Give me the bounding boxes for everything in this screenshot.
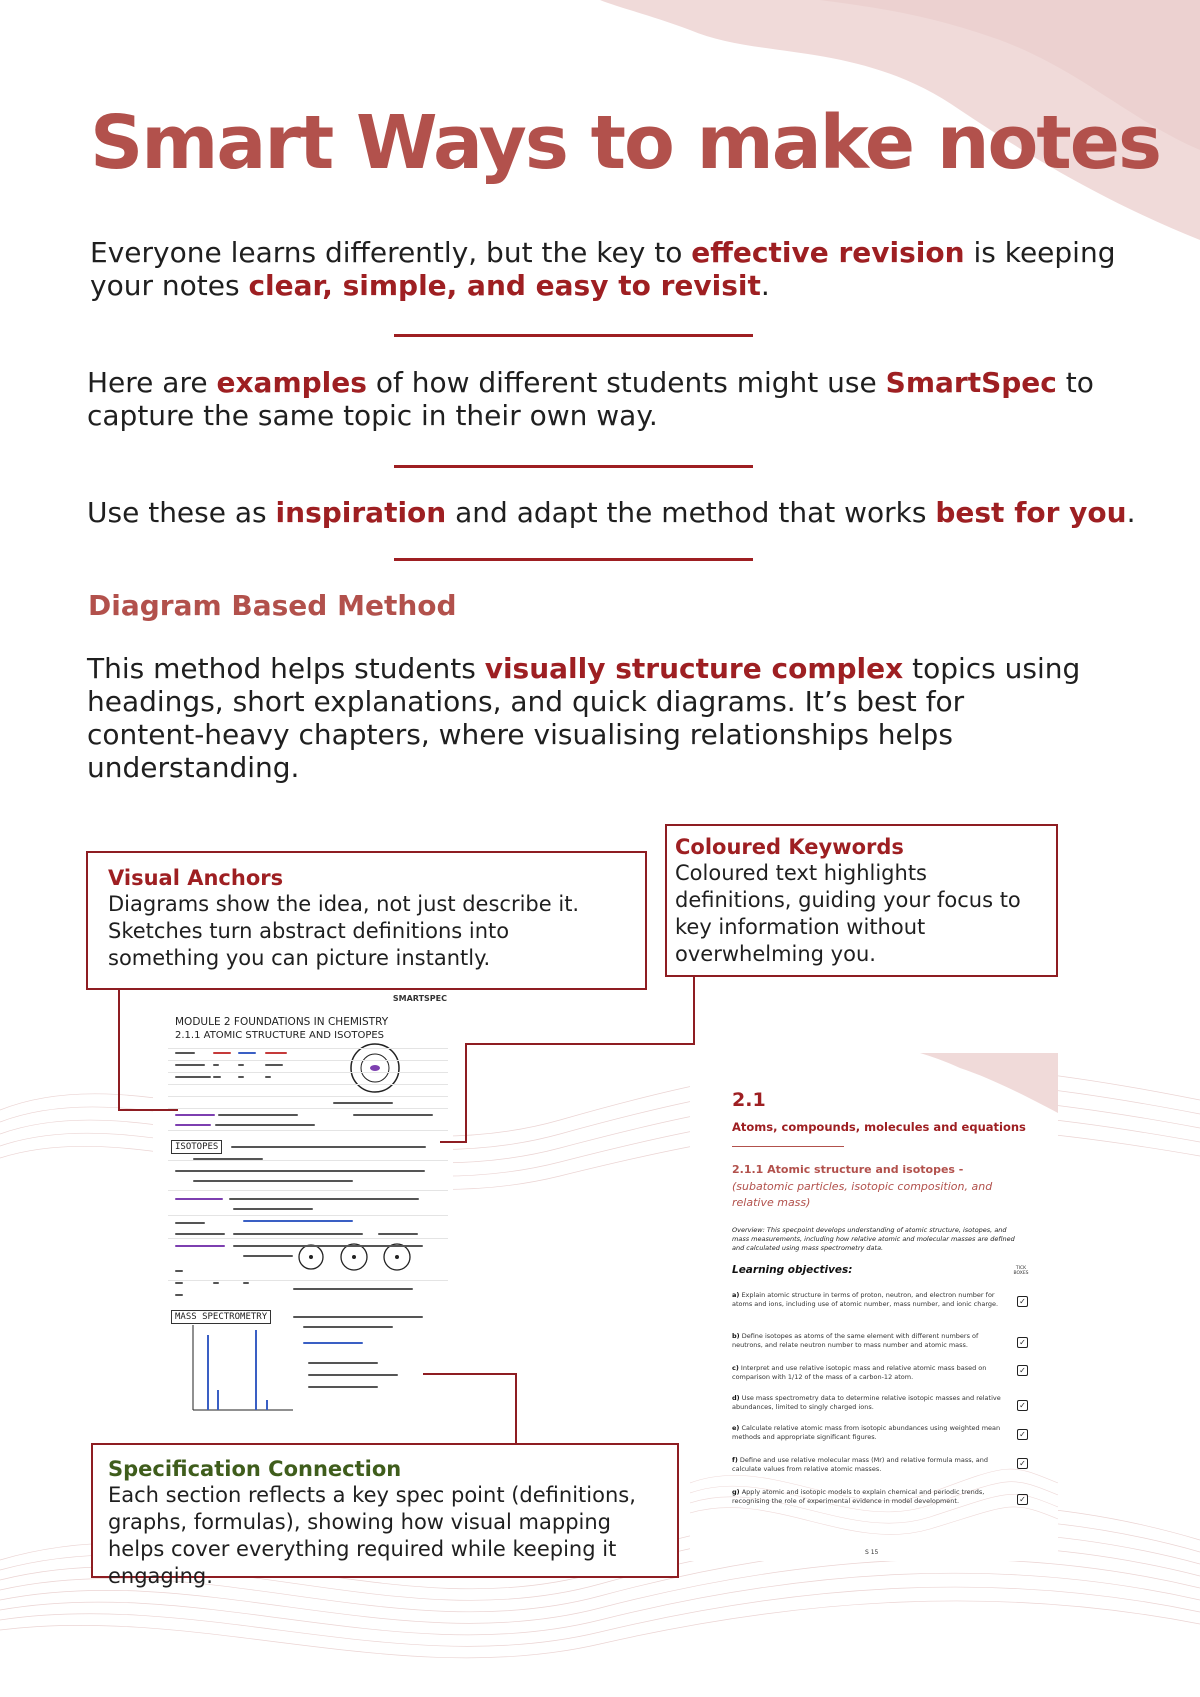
spec-objective-letter: a) [732, 1291, 740, 1299]
spec-subtitle: Atoms, compounds, molecules and equations [732, 1120, 1026, 1134]
callout-visual-anchors-body: Diagrams show the idea, not just describe it. Sketches turn abstract definitions into something you can picture instantly. [108, 892, 580, 970]
callout-specification-connection-body: Each section reflects a key spec point (definitions, graphs, formulas), showing how visual mapping helps cover everything required while keeping it engaging. [108, 1483, 636, 1588]
spec-tick-label: TICK BOXES [1013, 1266, 1029, 1276]
inspiration-highlight-2: best for you [935, 496, 1127, 529]
callout-coloured-keywords-body: Coloured text highlights definitions, guiding your focus to key information without overwhelming you. [675, 861, 1021, 966]
divider-3 [394, 558, 753, 561]
checkbox-tick-icon[interactable]: ✓ [1017, 1337, 1028, 1348]
connector-keywords-v1 [693, 977, 695, 1045]
connector-keywords-h2 [440, 1141, 467, 1143]
page-title: Smart Ways to make notes [90, 100, 1160, 186]
checkbox-tick-icon[interactable]: ✓ [1017, 1429, 1028, 1440]
spec-objective [732, 1332, 1008, 1349]
spec-page-footer: S 15 [865, 1549, 879, 1556]
checkbox-tick-icon[interactable]: ✓ [1017, 1296, 1028, 1307]
spec-objective-text: Calculate relative atomic mass from isotopic abundances using weighted mean methods and appropriate significant figures. [732, 1424, 1001, 1441]
notes-heading-topic: 2.1.1 ATOMIC STRUCTURE AND ISOTOPES [175, 1030, 385, 1041]
connector-keywords-h [465, 1043, 695, 1045]
spec-objective-letter: b) [732, 1332, 740, 1340]
method-highlight-1: visually structure complex [484, 652, 904, 685]
spec-objective [732, 1488, 1008, 1505]
intro-highlight-1: effective revision [691, 236, 965, 269]
spec-overview: Overview: This specpoint develops understanding of atomic structure, isotopes, and mass measurements, including how relative atomic and molecular masses are defined and calculated using mass spectrometry data. [732, 1226, 1015, 1252]
spec-section-italic: (subatomic particles, isotopic composition, and relative mass) [732, 1180, 993, 1209]
intro-paragraph [90, 236, 1120, 302]
spec-objective [732, 1394, 1008, 1411]
method-heading: Diagram Based Method [88, 589, 457, 622]
spec-divider [732, 1146, 844, 1147]
method-text-2: topics using headings, short explanations, and quick diagrams. It’s best for content-heavy chapters, where visualising relationships helps understanding. [87, 652, 1081, 784]
examples-text-3: to capture the same topic in their own way. [87, 366, 1094, 432]
inspiration-text-2: and adapt the method that works [446, 496, 936, 529]
divider-1 [394, 334, 753, 337]
specification-page-sample [690, 1053, 1058, 1561]
notes-brand: SMARTSPEC [392, 994, 447, 1003]
intro-text-2: is keeping your notes [90, 236, 1116, 302]
examples-text-2: of how different students might use [366, 366, 886, 399]
callout-specification-connection-title: Specification Connection [108, 1457, 402, 1481]
spec-objective-text: Apply atomic and isotopic models to explain chemical and periodic trends, recognising the role of experimental evidence in model development. [732, 1488, 985, 1505]
intro-text-1: Everyone learns differently, but the key to [90, 236, 692, 269]
spec-objective-text: Use mass spectrometry data to determine relative isotopic masses and relative abundances, limited to singly charged ions. [732, 1394, 1001, 1411]
method-text-1: This method helps students [87, 652, 485, 685]
connector-spec-v [515, 1373, 517, 1443]
callout-coloured-keywords [665, 824, 1058, 977]
callout-visual-anchors-title: Visual Anchors [108, 866, 284, 890]
spec-objective-letter: d) [732, 1394, 740, 1402]
callout-visual-anchors [86, 851, 647, 990]
intro-highlight-2: clear, simple, and easy to revisit [248, 269, 761, 302]
spec-objective-text: Explain atomic structure in terms of proton, neutron, and electron number for atoms and ions, including use of atomic number, mass number, and ionic charge. [732, 1291, 999, 1308]
inspiration-text-1: Use these as [87, 496, 276, 529]
connector-spec-h [423, 1373, 517, 1375]
method-description [87, 652, 1087, 784]
checkbox-tick-icon[interactable]: ✓ [1017, 1458, 1028, 1469]
intro-text-3: . [760, 269, 770, 302]
divider-2 [394, 465, 753, 468]
inspiration-text-3: . [1126, 496, 1136, 529]
examples-highlight-1: examples [216, 366, 367, 399]
examples-highlight-2: SmartSpec [885, 366, 1057, 399]
connector-visual-anchors-v [118, 988, 120, 1110]
spec-objective-letter: g) [732, 1488, 740, 1496]
checkbox-tick-icon[interactable]: ✓ [1017, 1400, 1028, 1411]
checkbox-tick-icon[interactable]: ✓ [1017, 1494, 1028, 1505]
spec-objective-text: Define and use relative molecular mass (Mr) and relative formula mass, and calculate values from relative atomic masses. [732, 1456, 988, 1473]
examples-text-1: Here are [87, 366, 217, 399]
notes-mass-spec-label: MASS SPECTROMETRY [171, 1310, 271, 1324]
notes-isotopes-label: ISOTOPES [171, 1140, 222, 1154]
notes-heading-module: MODULE 2 FOUNDATIONS IN CHEMISTRY [175, 1016, 389, 1028]
callout-specification-connection [91, 1443, 679, 1588]
spec-objective-letter: e) [732, 1424, 740, 1432]
spec-objective [732, 1291, 1008, 1308]
spec-objective-letter: f) [732, 1456, 738, 1464]
spec-objectives-heading: Learning objectives: [732, 1264, 853, 1276]
inspiration-paragraph [87, 496, 1167, 529]
notes-sketches [153, 990, 453, 1430]
spec-objective [732, 1456, 1008, 1473]
connector-visual-anchors-h [118, 1109, 178, 1111]
spec-objective-letter: c) [732, 1364, 739, 1372]
spec-objective [732, 1424, 1008, 1441]
spec-objective [732, 1364, 1008, 1381]
spec-objective-text: Define isotopes as atoms of the same element with different numbers of neutrons, and relate neutron number to mass number and atomic mass. [732, 1332, 979, 1349]
spec-objective-text: Interpret and use relative isotopic mass and relative atomic mass based on comparison with 1/12 of the mass of a carbon-12 atom. [732, 1364, 987, 1381]
inspiration-highlight-1: inspiration [275, 496, 447, 529]
spec-number: 2.1 [732, 1089, 766, 1111]
callout-coloured-keywords-title: Coloured Keywords [675, 835, 904, 859]
checkbox-tick-icon[interactable]: ✓ [1017, 1365, 1028, 1376]
spec-section-heading: 2.1.1 Atomic structure and isotopes - [732, 1163, 964, 1176]
handwritten-notes-sample [153, 990, 453, 1430]
examples-paragraph [87, 366, 1147, 432]
connector-keywords-v2 [465, 1043, 467, 1143]
